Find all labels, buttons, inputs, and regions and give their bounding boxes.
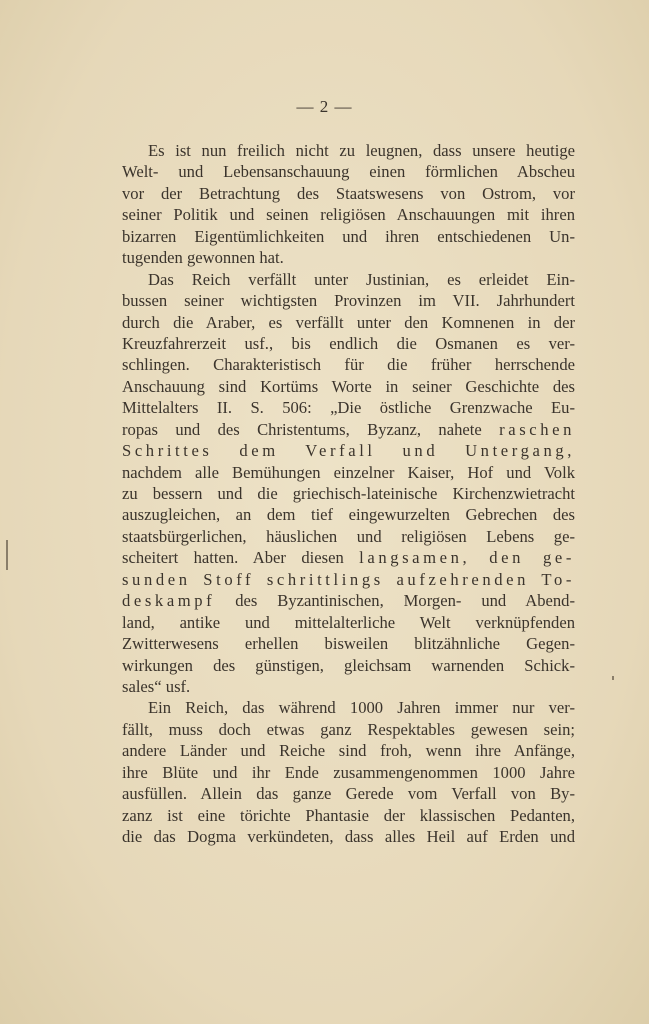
text-segment: staatsbürgerlichen, häuslichen und religiösen Lebens ge- xyxy=(122,526,575,546)
page-number: — 2 — xyxy=(296,97,353,116)
text-line xyxy=(122,569,575,590)
text-segment: Zwitterwesens erhellen bisweilen blitzähnliche Gegen- xyxy=(122,634,575,654)
text-line xyxy=(122,740,575,761)
text-segment: Mittelalters II. S. 506: „Die östliche Grenzwache Eu- xyxy=(122,398,575,418)
text-segment: Welt- und Lebensanschauung einen förmlichen Abscheu xyxy=(122,162,575,182)
text-line xyxy=(122,183,575,204)
text-line xyxy=(122,783,575,804)
text-segment: die das Dogma verkündeten, dass alles Heil auf Erden und xyxy=(122,827,575,846)
text-segment: sales“ usf. xyxy=(122,676,191,696)
text-line xyxy=(122,333,575,354)
spaced-emphasis-text: deskampf xyxy=(122,591,216,611)
text-segment: Das Reich verfällt unter Justinian, es erleidet Ein- xyxy=(148,269,575,289)
text-segment: des Byzantinischen, Morgen- und Abend- xyxy=(215,591,575,611)
text-line xyxy=(122,376,575,397)
text-line xyxy=(122,462,575,483)
text-line xyxy=(122,633,575,654)
text-segment: Anschauung sind Kortüms Worte in seiner Geschichte des xyxy=(122,376,575,396)
text-line xyxy=(122,826,575,847)
text-segment: fällt, muss doch etwas ganz Respektables gewesen sein; xyxy=(122,719,575,739)
text-line xyxy=(122,697,575,718)
text-line xyxy=(122,269,575,290)
text-line xyxy=(122,161,575,182)
text-segment: zanz ist eine törichte Phantasie der klassischen Pedanten, xyxy=(122,805,575,825)
text-segment: nachdem alle Bemühungen einzelner Kaiser, Hof und Volk xyxy=(122,462,575,482)
text-line xyxy=(122,140,575,161)
text-line xyxy=(122,483,575,504)
text-line xyxy=(122,676,575,697)
text-segment: ropas und des Christentums, Byzanz, nahete xyxy=(122,419,500,439)
text-line xyxy=(122,354,575,375)
text-segment: schlingen. Charakteristisch für die früher herrschende xyxy=(122,355,575,375)
spaced-emphasis-text: Schrittes dem Verfall und Untergang, xyxy=(122,441,575,461)
text-segment: seiner Politik und seinen religiösen Anschauungen mit ihren xyxy=(122,205,575,225)
text-line xyxy=(122,440,575,461)
margin-mark xyxy=(6,540,8,570)
text-segment: tugenden gewonnen hat. xyxy=(122,248,284,268)
text-segment: zu bessern und die griechisch-lateinische Kirchenzwietracht xyxy=(122,484,575,503)
text-segment: bizarren Eigentümlichkeiten und ihren entschiedenen Un- xyxy=(122,226,575,246)
text-line xyxy=(122,762,575,783)
text-segment: land, antike und mittelalterliche Welt verknüpfenden xyxy=(122,612,575,632)
text-segment: ausfüllen. Allein das ganze Gerede vom Verfall von By- xyxy=(122,784,575,804)
text-line xyxy=(122,805,575,826)
text-segment: Es ist nun freilich nicht zu leugnen, dass unsere heutige xyxy=(148,141,575,160)
text-line xyxy=(122,526,575,547)
text-line xyxy=(122,226,575,247)
text-segment: wirkungen des günstigen, gleichsam warnenden Schick- xyxy=(122,655,575,675)
text-line xyxy=(122,504,575,525)
text-line xyxy=(122,612,575,633)
text-segment: vor der Betrachtung des Staatswesens von Ostrom, vor xyxy=(122,183,575,203)
text-line xyxy=(122,290,575,311)
text-segment: ihre Blüte und ihr Ende zusammengenommen 1000 Jahre xyxy=(122,762,575,782)
text-line xyxy=(122,719,575,740)
spaced-emphasis-text: langsamen, den ge- xyxy=(359,548,575,568)
text-segment: Kreuzfahrerzeit usf., bis endlich die Osmanen es ver- xyxy=(122,333,575,353)
text-segment: auszugleichen, an dem tief eingewurzelten Gebrechen des xyxy=(122,505,575,525)
text-line xyxy=(122,312,575,333)
spaced-emphasis-text: sunden Stoff schrittlings aufzehrenden To- xyxy=(122,569,575,589)
body-text xyxy=(122,140,575,847)
text-segment: durch die Araber, es verfällt unter den Komnenen in der xyxy=(122,312,575,332)
margin-mark xyxy=(612,676,614,680)
text-segment: Ein Reich, das während 1000 Jahren immer nur ver- xyxy=(148,698,575,718)
text-line xyxy=(122,547,575,568)
text-line xyxy=(122,247,575,268)
text-segment: bussen seiner wichtigsten Provinzen im VII. Jahrhundert xyxy=(122,291,575,311)
text-segment: scheitert hatten. Aber diesen xyxy=(122,548,360,568)
text-segment: andere Länder und Reiche sind froh, wenn ihre Anfänge, xyxy=(122,741,575,761)
text-line xyxy=(122,655,575,676)
text-line xyxy=(122,590,575,611)
spaced-emphasis-text: raschen xyxy=(499,419,575,439)
text-line xyxy=(122,419,575,440)
text-line xyxy=(122,204,575,225)
text-line xyxy=(122,397,575,418)
